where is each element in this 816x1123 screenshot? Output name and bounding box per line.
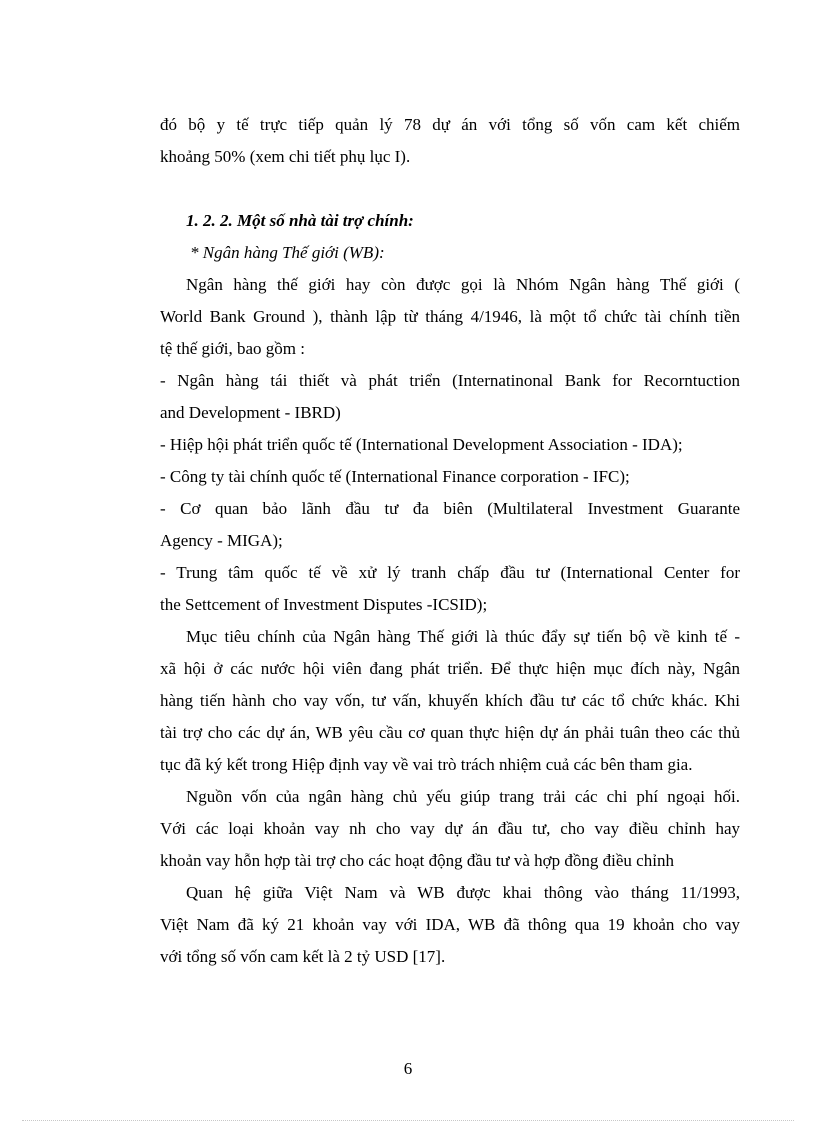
- paragraph-line: Quan hệ giữa Việt Nam và WB được khai thông vào tháng 11/1993,: [186, 883, 740, 902]
- paragraph-line: tài trợ cho các dự án, WB yêu cầu cơ quan thực hiện dự án phải tuân theo các thủ: [160, 723, 740, 742]
- paragraph-line: khoảng 50% (xem chi tiết phụ lục I).: [160, 147, 411, 166]
- section-heading: 1. 2. 2. Một số nhà tài trợ chính:: [186, 211, 414, 230]
- paragraph-line: tục đã ký kết trong Hiệp định vay về vai trò trách nhiệm cuả các bên tham gia.: [160, 755, 693, 774]
- list-item: - Ngân hàng tái thiết và phát triển (Internatinonal Bank for Recorntuction: [160, 371, 740, 390]
- page-bottom-border: [22, 1120, 794, 1121]
- paragraph-line: Nguồn vốn của ngân hàng chủ yếu giúp trang trải các chi phí ngoại hối.: [186, 787, 740, 806]
- paragraph-line: xã hội ở các nước hội viên đang phát triển. Để thực hiện mục đích này, Ngân: [160, 659, 740, 678]
- subsection-heading: * Ngân hàng Thế giới (WB):: [190, 243, 385, 262]
- list-item: - Trung tâm quốc tế về xử lý tranh chấp đầu tư (International Center for: [160, 563, 740, 582]
- paragraph-line: đó bộ y tế trực tiếp quản lý 78 dự án với tổng số vốn cam kết chiếm: [160, 115, 740, 134]
- paragraph-line: hàng tiến hành cho vay vốn, tư vấn, khuyến khích đầu tư các tổ chức khác. Khi: [160, 691, 740, 710]
- list-item: - Hiệp hội phát triển quốc tế (International Development Association - IDA);: [160, 435, 683, 454]
- paragraph-line: World Bank Ground ), thành lập từ tháng 4/1946, là một tổ chức tài chính tiền: [160, 307, 740, 326]
- paragraph-line: Việt Nam đã ký 21 khoản vay với IDA, WB đã thông qua 19 khoản cho vay: [160, 915, 740, 934]
- paragraph-line: với tổng số vốn cam kết là 2 tỷ USD [17].: [160, 947, 446, 966]
- paragraph-line: khoản vay hỗn hợp tài trợ cho các hoạt động đầu tư và hợp đồng điều chỉnh: [160, 851, 674, 870]
- paragraph-line: Ngân hàng thế giới hay còn được gọi là Nhóm Ngân hàng Thế giới (: [186, 275, 740, 294]
- list-item: - Công ty tài chính quốc tế (International Finance corporation - IFC);: [160, 467, 630, 486]
- paragraph-line: Với các loại khoản vay nh cho vay dự án đầu tư, cho vay điều chỉnh hay: [160, 819, 740, 838]
- list-item: - Cơ quan bảo lãnh đầu tư đa biên (Multilateral Investment Guarante: [160, 499, 740, 518]
- paragraph-line: Mục tiêu chính của Ngân hàng Thế giới là thúc đẩy sự tiến bộ về kinh tế -: [186, 627, 740, 646]
- paragraph-line: tệ thế giới, bao gồm :: [160, 339, 305, 358]
- page-number: 6: [403, 1059, 413, 1078]
- list-item-continuation: Agency - MIGA);: [160, 531, 283, 550]
- list-item-continuation: and Development - IBRD): [160, 403, 341, 422]
- list-item-continuation: the Settcement of Investment Disputes -ICSID);: [160, 595, 488, 614]
